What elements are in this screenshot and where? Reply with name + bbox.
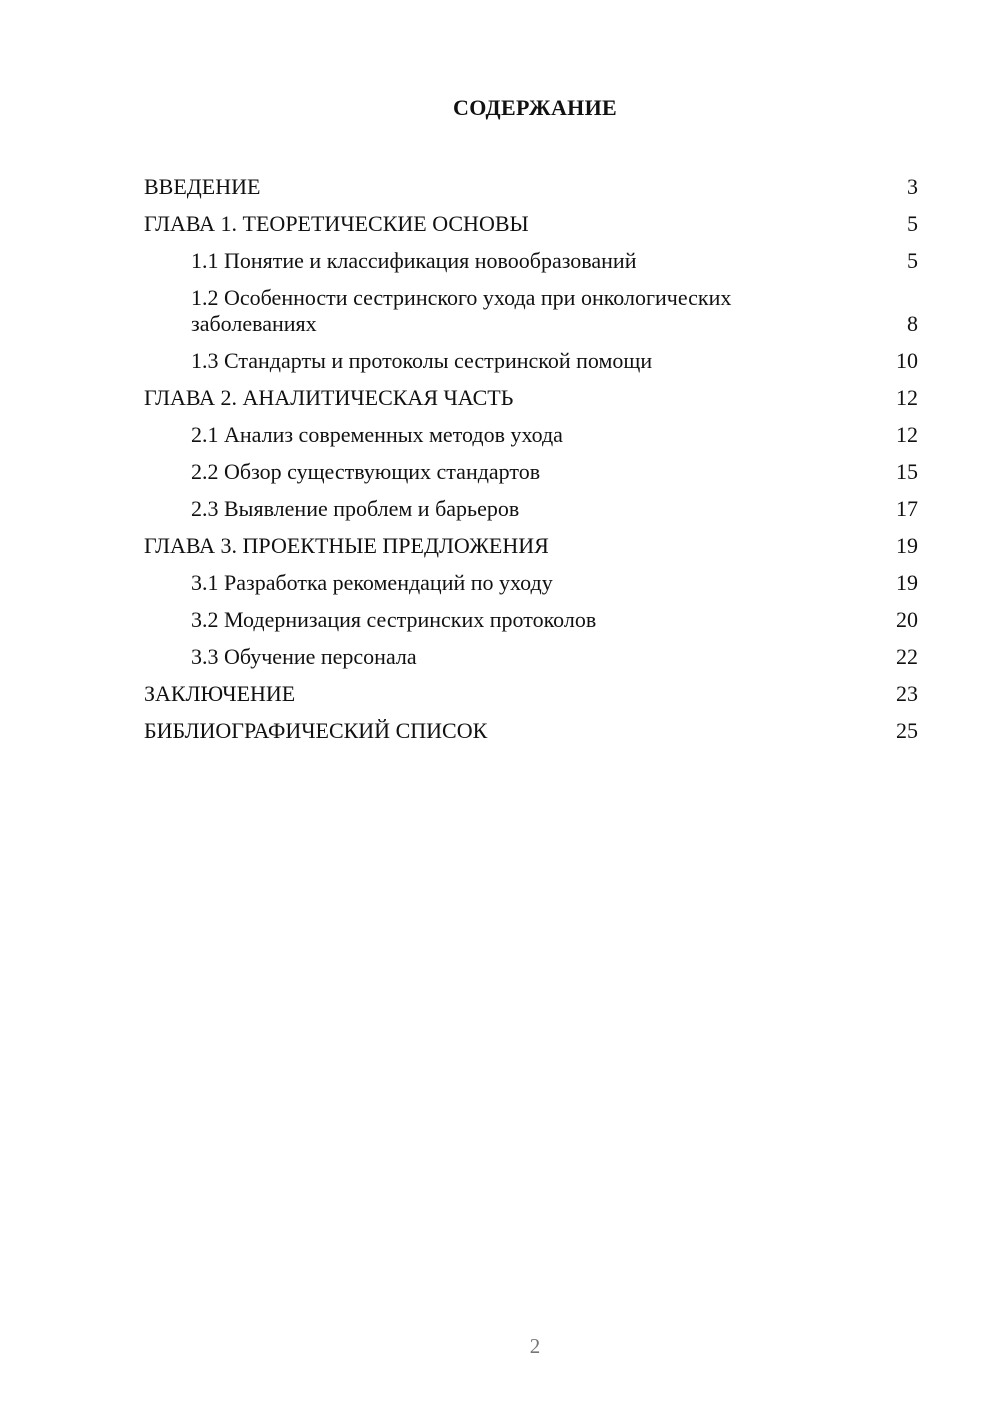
toc-entry-page: 5 xyxy=(907,248,918,273)
toc-chapter-entry xyxy=(144,380,918,417)
toc-section-entry xyxy=(144,491,918,528)
toc-entry-label: 2.2 Обзор существующих стандартов xyxy=(191,459,541,484)
toc-entry-page: 22 xyxy=(896,644,918,669)
toc-entry-label: ЗАКЛЮЧЕНИЕ xyxy=(144,681,296,706)
toc-entry-label: 1.2 Особенности сестринского ухода при онкологических заболеваниях xyxy=(191,285,732,336)
toc-entry-page: 20 xyxy=(896,607,918,632)
toc-entry-label: 1.1 Понятие и классификация новообразований xyxy=(191,248,637,273)
toc-entry-page: 10 xyxy=(896,348,918,373)
toc-entry-page: 17 xyxy=(896,496,918,521)
toc-entry-label: ГЛАВА 1. ТЕОРЕТИЧЕСКИЕ ОСНОВЫ xyxy=(144,211,529,236)
toc-entry-label: БИБЛИОГРАФИЧЕСКИЙ СПИСОК xyxy=(144,718,488,743)
toc-entry-label: ГЛАВА 3. ПРОЕКТНЫЕ ПРЕДЛОЖЕНИЯ xyxy=(144,533,549,558)
toc-entry-page: 25 xyxy=(896,718,918,743)
toc-section-entry xyxy=(144,565,918,602)
toc-entry-label: 2.3 Выявление проблем и барьеров xyxy=(191,496,520,521)
toc-section-entry xyxy=(144,602,918,639)
toc-chapter-entry xyxy=(144,676,918,713)
toc-chapter-entry xyxy=(144,528,918,565)
toc-entry-label: ГЛАВА 2. АНАЛИТИЧЕСКАЯ ЧАСТЬ xyxy=(144,385,514,410)
toc-entry-label: 1.3 Стандарты и протоколы сестринской помощи xyxy=(191,348,653,373)
toc-section-entry xyxy=(144,343,918,380)
toc-entry-label: ВВЕДЕНИЕ xyxy=(144,174,261,199)
toc-entry-label: 3.1 Разработка рекомендаций по уходу xyxy=(191,570,553,595)
toc-chapter-entry xyxy=(144,206,918,243)
toc-entry-label: 3.2 Модернизация сестринских протоколов xyxy=(191,607,597,632)
toc-entry-page: 19 xyxy=(896,533,918,558)
toc-entry-label: 3.3 Обучение персонала xyxy=(191,644,417,669)
page-number: 2 xyxy=(529,1334,541,1358)
toc-section-entry xyxy=(144,417,918,454)
toc-section-entry xyxy=(144,454,918,491)
toc-chapter-entry xyxy=(144,713,918,750)
toc-entry-page: 19 xyxy=(896,570,918,595)
toc-chapter-entry xyxy=(144,169,918,206)
toc-entry-page: 3 xyxy=(907,174,918,199)
toc-entry-page: 15 xyxy=(896,459,918,484)
toc-entry-page: 23 xyxy=(896,681,918,706)
toc-entry-page: 12 xyxy=(896,422,918,447)
toc-title: СОДЕРЖАНИЕ xyxy=(453,95,617,120)
table-of-contents xyxy=(144,169,918,750)
toc-entry-page: 8 xyxy=(907,311,918,336)
toc-entry-label: 2.1 Анализ современных методов ухода xyxy=(191,422,563,447)
toc-section-entry xyxy=(144,639,918,676)
toc-section-entry xyxy=(144,243,918,280)
toc-entry-page: 12 xyxy=(896,385,918,410)
toc-entry-page: 5 xyxy=(907,211,918,236)
toc-section-entry xyxy=(144,280,918,343)
